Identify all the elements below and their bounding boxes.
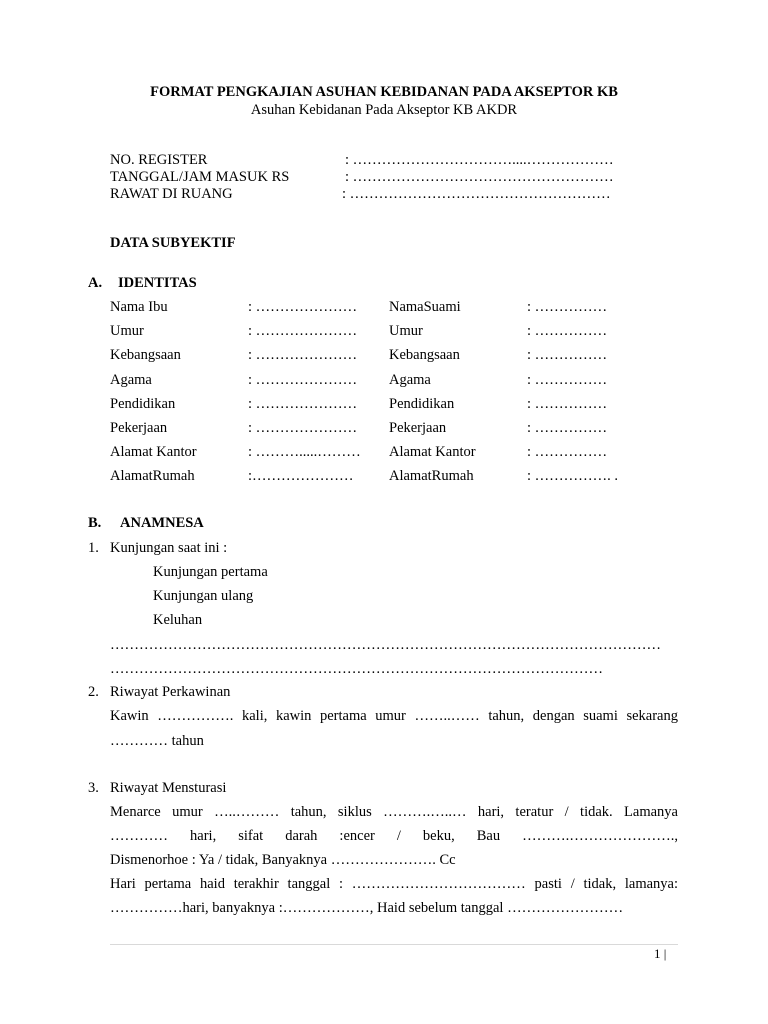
visit-heading: Kunjungan saat ini :: [110, 540, 228, 556]
mother-home-address-value: :…………………: [248, 468, 354, 484]
section-letter-a: A.: [88, 275, 103, 291]
visit-option-complaint: Keluhan: [153, 612, 203, 628]
document-title: FORMAT PENGKAJIAN ASUHAN KEBIDANAN PADA AKSEPTOR KB: [150, 84, 618, 100]
ward-label: RAWAT DI RUANG: [110, 186, 233, 202]
item-number-2: 2.: [88, 684, 99, 700]
menstrual-history-line-2: ………… hari, sifat darah :encer / beku, Bau ……….………………….,: [110, 828, 678, 844]
mother-occupation-label: Pekerjaan: [110, 420, 168, 436]
husband-name-label: NamaSuami: [389, 299, 461, 315]
menstrual-history-line-1: Menarce umur …..……… tahun, siklus ……….…..… hari, teratur / tidak. Lamanya: [110, 804, 678, 820]
husband-name-value: : ……………: [527, 299, 608, 315]
marriage-history-line-1: Kawin ……………. kali, kawin pertama umur ……..…… tahun, dengan suami sekarang: [110, 708, 678, 724]
complaint-dots-line-1: ……………………………………………………………………………………………………: [110, 637, 661, 653]
husband-occupation-label: Pekerjaan: [389, 420, 447, 436]
mother-religion-value: : …………………: [248, 372, 358, 388]
mother-office-address-label: Alamat Kantor: [110, 444, 197, 460]
complaint-dots-line-2: …………………………………………………………………………………………: [110, 661, 603, 677]
section-letter-b: B.: [88, 515, 102, 531]
husband-nationality-value: : ……………: [527, 347, 608, 363]
date-admission-value: : ………………………………………………: [345, 169, 614, 185]
date-admission-label: TANGGAL/JAM MASUK RS: [110, 169, 290, 185]
husband-office-address-value: : ……………: [527, 444, 608, 460]
husband-education-value: : ……………: [527, 396, 608, 412]
mother-education-label: Pendidikan: [110, 396, 176, 412]
mother-occupation-value: : …………………: [248, 420, 358, 436]
husband-religion-value: : ……………: [527, 372, 608, 388]
husband-occupation-value: : ……………: [527, 420, 608, 436]
visit-option-first: Kunjungan pertama: [153, 564, 268, 580]
mother-home-address-label: AlamatRumah: [110, 468, 195, 484]
husband-education-label: Pendidikan: [389, 396, 455, 412]
mother-religion-label: Agama: [110, 372, 152, 388]
husband-religion-label: Agama: [389, 372, 431, 388]
register-value: : ……………………………....………………: [345, 152, 614, 168]
husband-age-label: Umur: [389, 323, 423, 339]
husband-nationality-label: Kebangsaan: [389, 347, 460, 363]
mother-nationality-value: : …………………: [248, 347, 358, 363]
husband-home-address-label: AlamatRumah: [389, 468, 474, 484]
husband-home-address-value: : ……………. .: [527, 468, 619, 484]
marriage-history-line-2: ………… tahun: [110, 733, 204, 749]
mother-age-label: Umur: [110, 323, 144, 339]
menstrual-history-line-4: Hari pertama haid terakhir tanggal : ……………………………… pasti / tidak, lamanya:: [110, 876, 678, 892]
item-number-3: 3.: [88, 780, 99, 796]
document-subtitle: Asuhan Kebidanan Pada Akseptor KB AKDR: [250, 102, 518, 118]
mother-name-value: : …………………: [248, 299, 358, 315]
section-heading-anamnesa: ANAMNESA: [120, 515, 204, 531]
husband-office-address-label: Alamat Kantor: [389, 444, 476, 460]
mother-nationality-label: Kebangsaan: [110, 347, 181, 363]
menstrual-history-line-3: Dismenorhoe : Ya / tidak, Banyaknya …………………. Cc: [110, 852, 456, 868]
mother-name-label: Nama Ibu: [110, 299, 168, 315]
mother-education-value: : …………………: [248, 396, 358, 412]
husband-age-value: : ……………: [527, 323, 608, 339]
marriage-history-heading: Riwayat Perkawinan: [110, 684, 231, 700]
visit-option-return: Kunjungan ulang: [153, 588, 254, 604]
menstrual-history-heading: Riwayat Mensturasi: [110, 780, 227, 796]
section-heading-identitas: IDENTITAS: [118, 275, 197, 291]
mother-age-value: : …………………: [248, 323, 358, 339]
footer-divider: [110, 944, 678, 945]
menstrual-history-line-5: ……………hari, banyaknya :………………, Haid sebelum tanggal ……………………: [110, 900, 624, 916]
ward-value: : ………………………………………………: [342, 186, 611, 202]
page-number: 1 |: [654, 946, 667, 961]
section-heading-data-subyektif: DATA SUBYEKTIF: [110, 235, 236, 251]
mother-office-address-value: : ……….....………: [248, 444, 361, 460]
register-label: NO. REGISTER: [110, 152, 208, 168]
item-number-1: 1.: [88, 540, 99, 556]
